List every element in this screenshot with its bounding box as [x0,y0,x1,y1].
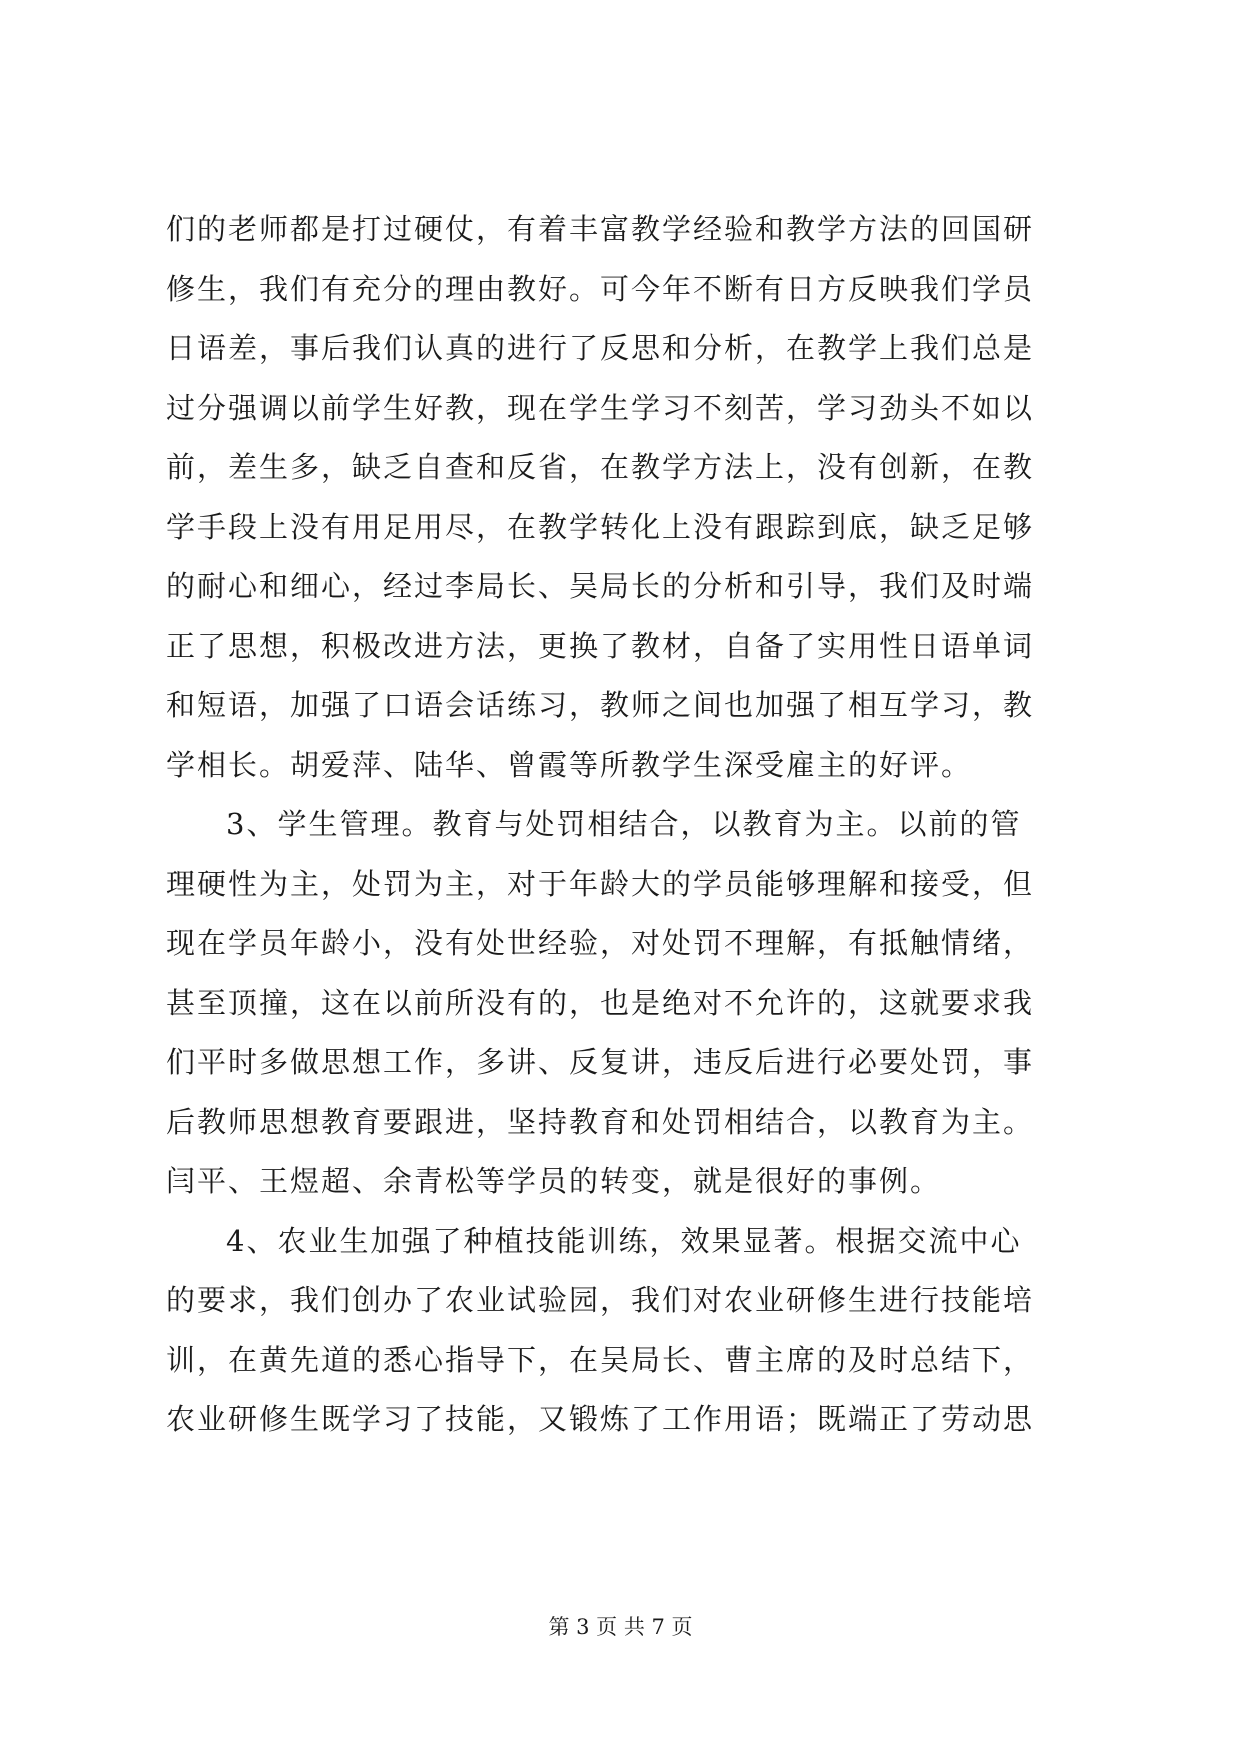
text-line: 修生，我们有充分的理由教好。可今年不断有日方反映我们学员 [166,271,1035,306]
text-line: 们平时多做思想工作，多讲、反复讲，违反后进行必要处罚，事 [166,1045,1035,1079]
text-line: 学手段上没有用足用尽，在教学转化上没有跟踪到底，缺乏足够 [166,509,1035,544]
text-line: 训，在黄先道的悉心指导下，在吴局长、曹主席的及时总结下， [166,1342,1035,1377]
text-line: 前，差生多，缺乏自查和反省，在教学方法上，没有创新，在教 [166,450,1035,484]
text-line: 的要求，我们创办了农业试验园，我们对农业研修生进行技能培 [166,1283,1035,1317]
page-footer: 第 3 页 共 7 页 [548,1615,693,1639]
text-line: 甚至顶撞，这在以前所没有的，也是绝对不允许的，这就要求我 [166,985,1035,1020]
text-line: 过分强调以前学生好教，现在学生学习不刻苦，学习劲头不如以 [166,390,1035,425]
paragraph-start-line: 3、学生管理。教育与处罚相结合，以教育为主。以前的管 [226,807,1022,841]
paragraph-start-line: 4、农业生加强了种植技能训练，效果显著。根据交流中心 [226,1223,1022,1258]
text-line: 和短语，加强了口语会话练习，教师之间也加强了相互学习，教 [166,688,1035,722]
text-line: 正了思想，积极改进方法，更换了教材，自备了实用性日语单词 [166,628,1035,663]
text-line: 后教师思想教育要跟进，坚持教育和处罚相结合，以教育为主。 [166,1104,1035,1139]
text-line: 的耐心和细心，经过李局长、吴局长的分析和引导，我们及时端 [166,569,1035,603]
text-line: 理硬性为主，处罚为主，对于年龄大的学员能够理解和接受，但 [166,866,1035,901]
text-line: 现在学员年龄小，没有处世经验，对处罚不理解，有抵触情绪， [166,926,1035,960]
body-text [166,200,1086,1450]
text-line: 学相长。胡爱萍、陆华、曾霞等所教学生深受雇主的好评。 [166,747,973,782]
text-line: 们的老师都是打过硬仗，有着丰富教学经验和教学方法的回国研 [166,212,1035,246]
text-line: 农业研修生既学习了技能，又锻炼了工作用语；既端正了劳动思 [166,1402,1035,1436]
text-line: 闫平、王煜超、余青松等学员的转变，就是很好的事例。 [166,1164,942,1198]
text-line: 日语差，事后我们认真的进行了反思和分析，在教学上我们总是 [166,331,1035,365]
